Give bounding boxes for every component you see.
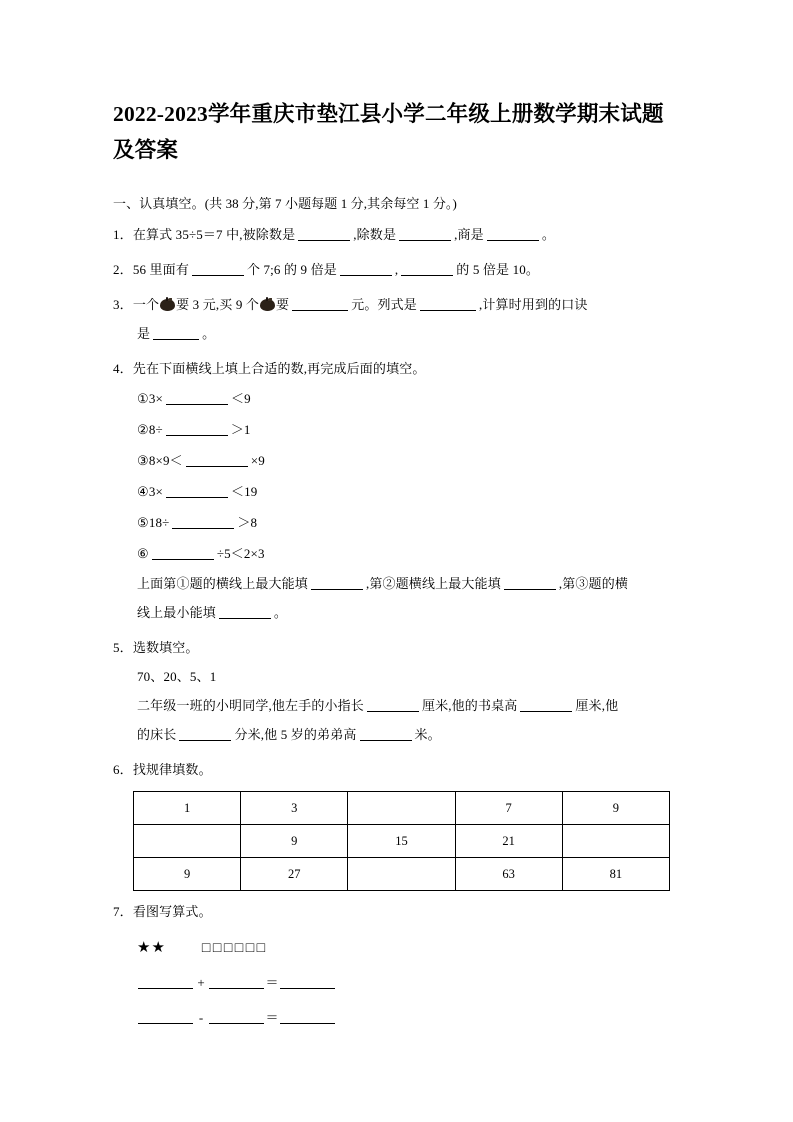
question-1-text-c: ,商是 <box>454 227 484 242</box>
question-7-prompt: 看图写算式。 <box>132 904 212 919</box>
question-4-item-5 <box>113 507 680 538</box>
table-cell[interactable]: 9 <box>562 792 669 825</box>
table-cell[interactable]: 1 <box>134 792 241 825</box>
question-5-blank-3[interactable] <box>179 728 231 741</box>
table-cell[interactable] <box>348 792 455 825</box>
question-4-followup-text-b: ,第②题横线上最大能填 <box>365 576 501 591</box>
question-4-followup-blank-3[interactable] <box>219 606 271 619</box>
question-4-item-6-right: ÷5＜2×3 <box>216 546 265 561</box>
question-4-prompt: 先在下面横线上填上合适的数,再完成后面的填空。 <box>132 361 426 376</box>
question-3-blank-1[interactable] <box>292 298 348 311</box>
question-2-text-a: 56 里面有 <box>132 262 189 277</box>
question-1 <box>113 220 680 249</box>
pumpkin-icon <box>260 297 275 312</box>
pumpkin-icon <box>160 297 175 312</box>
question-4-item-2-blank[interactable] <box>166 423 228 436</box>
question-2-blank-2[interactable] <box>340 263 392 276</box>
question-3 <box>113 290 680 319</box>
question-6 <box>113 755 680 784</box>
question-5-line1 <box>113 691 680 720</box>
question-4-item-4-blank[interactable] <box>166 485 228 498</box>
question-5-text-e: 分米,他 5 岁的弟弟高 <box>234 727 357 742</box>
question-4-item-5-left: 18÷ <box>148 515 170 530</box>
question-4-followup-line2 <box>113 598 680 627</box>
question-1-blank-1[interactable] <box>298 228 350 241</box>
question-4-followup-blank-1[interactable] <box>311 577 363 590</box>
question-4-item-2-left: 8÷ <box>148 422 163 437</box>
document-page <box>113 0 680 1029</box>
question-4-item-1 <box>113 383 680 414</box>
question-4-followup-text-c: ,第③题的横 <box>558 576 629 591</box>
question-5-text-d: 的床长 <box>137 727 177 742</box>
question-3-text-d: 元。列式是 <box>351 297 417 312</box>
table-cell[interactable] <box>134 825 241 858</box>
table-row <box>134 858 670 891</box>
question-4-followup-text-e: 。 <box>273 605 288 620</box>
question-3-text-c: 要 <box>276 297 290 312</box>
question-5-line2 <box>113 720 680 749</box>
table-row <box>134 825 670 858</box>
question-4-followup-text-a: 上面第①题的横线上最大能填 <box>137 576 308 591</box>
question-5-blank-2[interactable] <box>520 699 572 712</box>
question-4-item-3-left: 8×9＜ <box>148 453 183 468</box>
q7-sub-blank-3[interactable] <box>280 1011 335 1024</box>
question-5-text-b: 厘米,他的书桌高 <box>421 698 518 713</box>
question-5-text-c: 厘米,他 <box>575 698 619 713</box>
question-3-line2-text-b: 。 <box>202 326 216 341</box>
question-4-item-3-right: ×9 <box>250 453 265 468</box>
question-4-followup-blank-2[interactable] <box>504 577 556 590</box>
question-4-followup-text-d: 线上最小能填 <box>137 605 216 620</box>
question-7 <box>113 897 680 926</box>
minus-operator: - <box>198 1010 204 1025</box>
q7-sub-blank-2[interactable] <box>209 1011 264 1024</box>
question-5-number: 5． <box>113 640 133 655</box>
question-4-item-6-label: ⑥ <box>137 546 149 561</box>
question-5-numbers: 70、20、5、1 <box>137 669 217 684</box>
equals-operator: ＝ <box>265 975 279 990</box>
question-7-number: 7． <box>113 904 133 919</box>
question-3-text-e: ,计算时用到的口诀 <box>478 297 588 312</box>
question-1-number: 1． <box>113 227 133 242</box>
question-4-item-2 <box>113 414 680 445</box>
question-1-blank-3[interactable] <box>487 228 539 241</box>
question-4-item-5-right: ＞8 <box>237 515 258 530</box>
question-4 <box>113 354 680 383</box>
question-4-item-5-blank[interactable] <box>172 516 234 529</box>
table-cell[interactable]: 9 <box>241 825 348 858</box>
star-icon-group: ★★ <box>137 940 166 956</box>
table-cell[interactable] <box>562 825 669 858</box>
table-row <box>134 792 670 825</box>
question-4-item-4-right: ＜19 <box>230 484 258 499</box>
question-2-number: 2． <box>113 262 133 277</box>
question-2-blank-3[interactable] <box>401 263 453 276</box>
question-4-item-4-label: ④ <box>137 484 149 499</box>
question-2-text-c: , <box>394 262 399 277</box>
question-7-equation-subtraction <box>113 1007 680 1029</box>
table-cell[interactable]: 3 <box>241 792 348 825</box>
question-4-item-5-label: ⑤ <box>137 515 149 530</box>
table-cell[interactable]: 7 <box>455 792 562 825</box>
question-1-blank-2[interactable] <box>399 228 451 241</box>
table-cell[interactable]: 9 <box>134 858 241 891</box>
q7-add-blank-2[interactable] <box>209 976 264 989</box>
question-3-line2 <box>113 319 680 348</box>
question-4-followup-line1 <box>113 569 680 598</box>
question-4-item-6 <box>113 538 680 569</box>
square-icon-group: □□□□□□ <box>201 941 268 956</box>
question-5-text-f: 米。 <box>414 727 441 742</box>
question-3-text-b: 要 3 元,买 9 个 <box>176 297 260 312</box>
question-4-item-1-right: ＜9 <box>230 391 251 406</box>
question-3-blank-3[interactable] <box>153 327 199 340</box>
question-4-item-4 <box>113 476 680 507</box>
question-3-blank-2[interactable] <box>420 298 476 311</box>
question-5-text-a: 二年级一班的小明同学,他左手的小指长 <box>137 698 364 713</box>
question-7-equation-addition <box>113 972 680 994</box>
table-cell[interactable]: 81 <box>562 858 669 891</box>
plus-operator: + <box>197 975 205 990</box>
question-3-number: 3． <box>113 297 133 312</box>
table-cell[interactable]: 15 <box>348 825 455 858</box>
question-5-blank-1[interactable] <box>367 699 419 712</box>
page-title: 2022-2023学年重庆市垫江县小学二年级上册数学期末试题及答案 <box>113 102 664 162</box>
question-3-text-a: 一个 <box>132 297 160 312</box>
table-cell[interactable]: 21 <box>455 825 562 858</box>
question-4-item-2-right: ＞1 <box>230 422 251 437</box>
question-5 <box>113 633 680 662</box>
q7-add-blank-3[interactable] <box>280 976 335 989</box>
question-6-number: 6． <box>113 762 133 777</box>
question-2-blank-1[interactable] <box>192 263 244 276</box>
question-2-text-d: 的 5 倍是 10。 <box>456 262 540 277</box>
question-4-item-3 <box>113 445 680 476</box>
table-cell[interactable]: 27 <box>241 858 348 891</box>
question-4-item-3-blank[interactable] <box>186 454 248 467</box>
question-4-item-2-label: ② <box>137 422 149 437</box>
question-4-item-3-label: ③ <box>137 453 149 468</box>
question-4-item-1-label: ① <box>137 391 149 406</box>
question-4-item-1-left: 3× <box>148 391 163 406</box>
question-5-prompt: 选数填空。 <box>132 640 199 655</box>
question-1-text-d: 。 <box>541 227 555 242</box>
question-4-number: 4． <box>113 361 133 376</box>
section-header: 一、认真填空。(共 38 分,第 7 小题每题 1 分,其余每空 1 分。) <box>113 196 457 211</box>
question-2 <box>113 255 680 284</box>
table-cell[interactable] <box>348 858 455 891</box>
question-5-blank-4[interactable] <box>360 728 412 741</box>
equals-operator: ＝ <box>265 1010 279 1025</box>
question-3-line2-text-a: 是 <box>137 326 151 341</box>
question-1-text-b: ,除数是 <box>353 227 397 242</box>
q7-add-blank-1[interactable] <box>138 976 193 989</box>
question-7-figure <box>113 938 680 959</box>
question-6-prompt: 找规律填数。 <box>132 762 212 777</box>
pattern-table <box>133 791 670 891</box>
question-4-item-1-blank[interactable] <box>166 392 228 405</box>
question-4-item-6-blank[interactable] <box>152 547 214 560</box>
question-2-text-b: 个 7;6 的 9 倍是 <box>246 262 337 277</box>
q7-sub-blank-1[interactable] <box>138 1011 193 1024</box>
question-1-text-a: 在算式 35÷5＝7 中,被除数是 <box>132 227 296 242</box>
question-4-item-4-left: 3× <box>148 484 163 499</box>
table-cell[interactable]: 63 <box>455 858 562 891</box>
